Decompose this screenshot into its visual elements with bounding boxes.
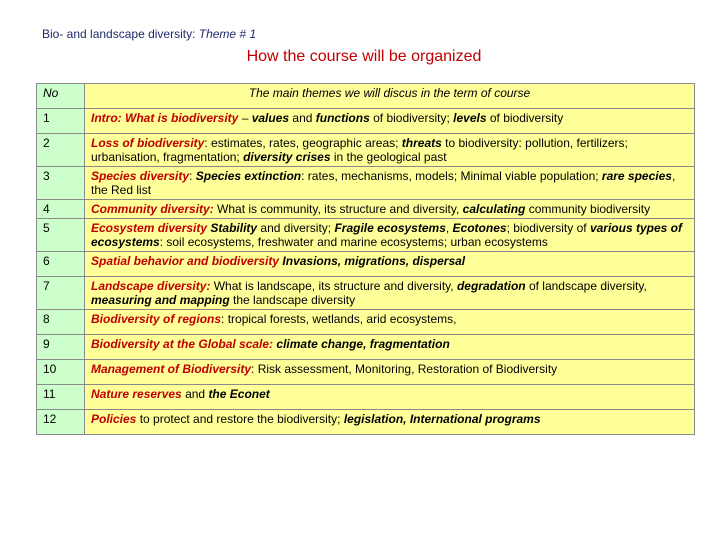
- table-header-row: [37, 84, 695, 109]
- row-theme: [85, 360, 695, 385]
- theme-text-part: –: [238, 111, 252, 125]
- theme-text-part: in the geological past: [330, 150, 447, 164]
- theme-text-part: and: [181, 387, 209, 401]
- row-number: 6: [37, 252, 85, 277]
- table-row: [37, 219, 695, 252]
- theme-text-part: to biodiversity: pollution, fertilizers; urbanisation, fragmentation;: [91, 136, 628, 164]
- row-number: 1: [37, 109, 85, 134]
- theme-text-part: calculating: [462, 202, 526, 216]
- table-row: [37, 134, 695, 167]
- theme-text-part: of biodiversity: [486, 111, 564, 125]
- theme-text-part: Biodiversity of regions: [91, 312, 222, 326]
- row-number: 7: [37, 277, 85, 310]
- theme-text-part: Invasions, migrations, dispersal: [282, 254, 466, 268]
- theme-text-part: : tropical forests, wetlands, arid ecosystems,: [221, 312, 457, 326]
- page-title: How the course will be organized: [246, 48, 482, 65]
- row-number: 8: [37, 310, 85, 335]
- row-number: 12: [37, 410, 85, 435]
- table-row: [37, 200, 695, 219]
- theme-text-part: Intro: What is biodiversity: [91, 111, 239, 125]
- row-theme: [85, 277, 695, 310]
- theme-text-part: legislation, International programs: [343, 412, 541, 426]
- theme-text-part: levels: [453, 111, 487, 125]
- theme-text-part: Landscape diversity:: [91, 279, 211, 293]
- table-row: [37, 360, 695, 385]
- table-row: [37, 410, 695, 435]
- theme-text-part: degradation: [456, 279, 526, 293]
- theme-text-part: to protect and restore the biodiversity;: [136, 412, 344, 426]
- slide-header: [42, 27, 256, 41]
- header-theme: Theme # 1: [198, 27, 257, 41]
- header-prefix: Bio- and landscape diversity:: [42, 27, 199, 41]
- row-number: 10: [37, 360, 85, 385]
- table-row: [37, 109, 695, 134]
- theme-text-part: Species diversity: [91, 169, 190, 183]
- theme-text-part: and: [289, 111, 316, 125]
- row-number: 4: [37, 200, 85, 219]
- row-number: 2: [37, 134, 85, 167]
- theme-text-part: : Risk assessment, Monitoring, Restoration of Biodiversity: [251, 362, 558, 376]
- row-theme: [85, 109, 695, 134]
- theme-text-part: Species extinction: [195, 169, 302, 183]
- row-theme: [85, 335, 695, 360]
- theme-text-part: the landscape diversity: [229, 293, 356, 307]
- theme-text-part: Fragile ecosystems: [334, 221, 446, 235]
- row-theme: [85, 410, 695, 435]
- table-row: [37, 385, 695, 410]
- row-number: 11: [37, 385, 85, 410]
- theme-text-part: What is landscape, its structure and diversity,: [210, 279, 457, 293]
- row-theme: [85, 167, 695, 200]
- row-number: 5: [37, 219, 85, 252]
- table-body: [37, 84, 695, 435]
- theme-text-part: Loss of biodiversity: [91, 136, 205, 150]
- theme-text-part: Stability: [210, 221, 258, 235]
- row-theme: [85, 385, 695, 410]
- theme-text-part: Ecotones: [452, 221, 507, 235]
- theme-text-part: values: [251, 111, 290, 125]
- row-number: 9: [37, 335, 85, 360]
- theme-text-part: and diversity;: [257, 221, 335, 235]
- theme-text-part: the Econet: [208, 387, 270, 401]
- theme-text-part: :: [189, 169, 196, 183]
- table-row: [37, 335, 695, 360]
- theme-text-part: diversity crises: [243, 150, 331, 164]
- theme-text-part: functions: [315, 111, 370, 125]
- theme-text-part: Nature reserves: [91, 387, 182, 401]
- theme-text-part: ,: [445, 221, 453, 235]
- table-row: [37, 277, 695, 310]
- row-theme: [85, 200, 695, 219]
- column-header-themes: The main themes we will discus in the term of course: [85, 84, 695, 109]
- theme-text-part: Ecosystem diversity: [91, 221, 208, 235]
- theme-text-part: climate change, fragmentation: [276, 337, 450, 351]
- theme-text-part: measuring and mapping: [91, 293, 230, 307]
- theme-text-part: community biodiversity: [525, 202, 651, 216]
- theme-text-part: : estimates, rates, geographic areas;: [204, 136, 402, 150]
- theme-text-part: threats: [401, 136, 442, 150]
- theme-text-part: : soil ecosystems, freshwater and marine ecosystems; urban ecosystems: [159, 235, 548, 249]
- table-row: [37, 167, 695, 200]
- table-row: [37, 310, 695, 335]
- theme-text-part: various types of ecosystems: [91, 221, 682, 249]
- row-theme: [85, 134, 695, 167]
- column-header-no: No: [37, 84, 85, 109]
- theme-text-part: Policies: [91, 412, 137, 426]
- table-row: [37, 252, 695, 277]
- row-theme: [85, 310, 695, 335]
- theme-text-part: : rates, mechanisms, models; Minimal viable population;: [301, 169, 602, 183]
- row-theme: [85, 219, 695, 252]
- row-number: 3: [37, 167, 85, 200]
- row-theme: [85, 252, 695, 277]
- theme-text-part: rare species: [601, 169, 672, 183]
- theme-text-part: , the Red list: [91, 169, 676, 197]
- course-themes-table: [36, 83, 695, 435]
- theme-text-part: What is community, its structure and diversity,: [213, 202, 463, 216]
- theme-text-part: of biodiversity;: [369, 111, 454, 125]
- theme-text-part: Community diversity:: [91, 202, 214, 216]
- theme-text-part: Spatial behavior and biodiversity: [91, 254, 280, 268]
- theme-text-part: of landscape diversity,: [525, 279, 647, 293]
- theme-text-part: Management of Biodiversity: [91, 362, 252, 376]
- theme-text-part: Biodiversity at the Global scale:: [91, 337, 274, 351]
- theme-text-part: ; biodiversity of: [506, 221, 590, 235]
